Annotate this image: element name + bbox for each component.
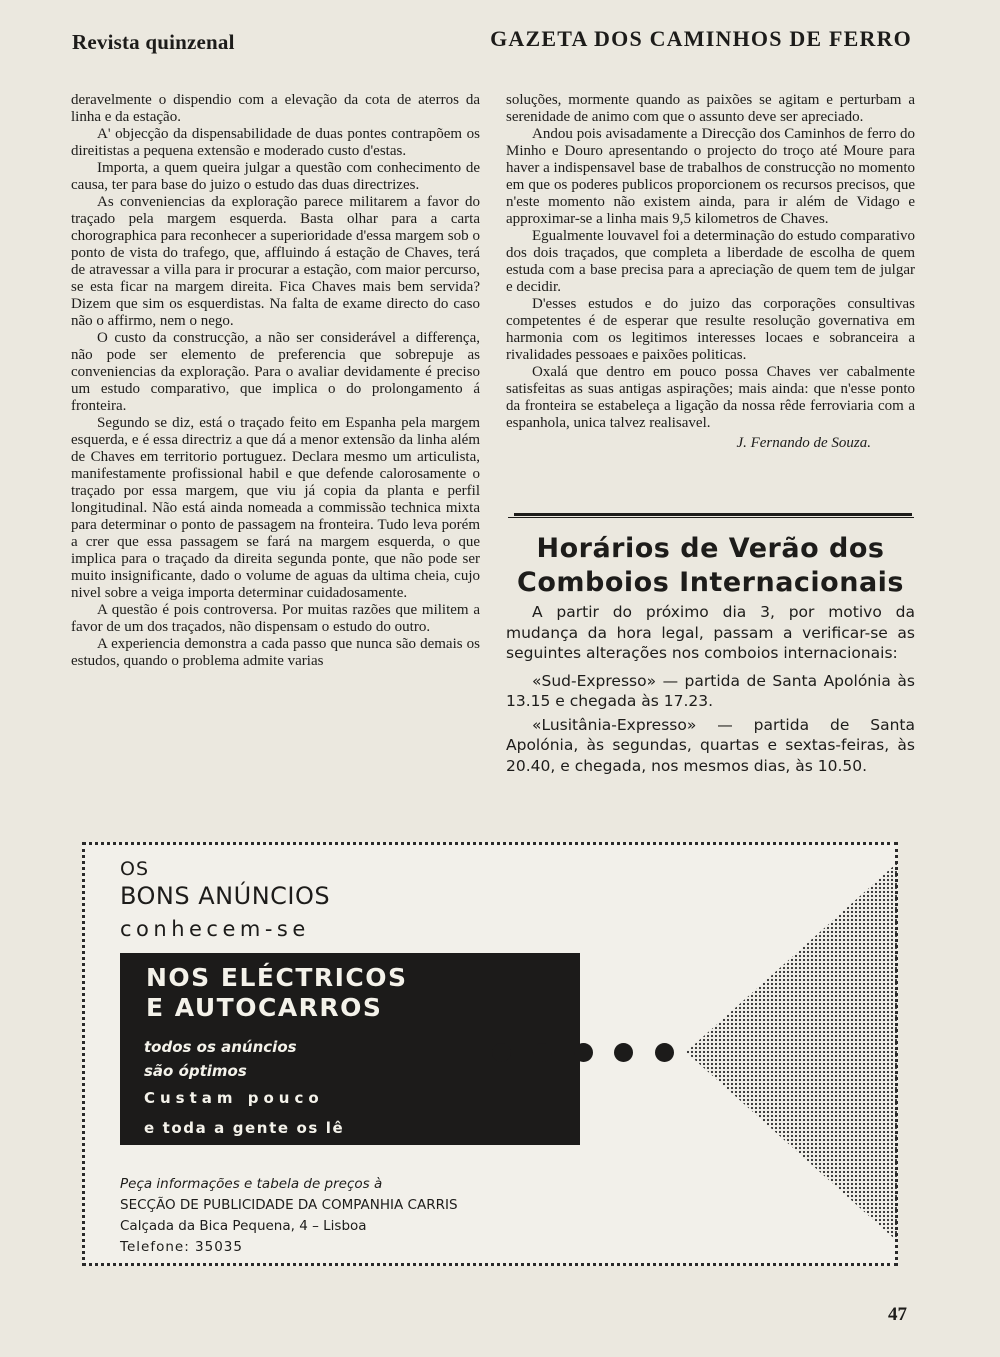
notice-title-line2: Comboios Internacionais	[517, 567, 904, 598]
dot-icon	[574, 1043, 593, 1062]
ad-contact-info	[120, 1174, 458, 1258]
page-number: 47	[888, 1304, 907, 1325]
notice-intro: A partir do próximo dia 3, por motivo da mudança da hora legal, passam a verificar-se as seguintes alterações nos comboios internacionais:	[506, 603, 915, 662]
ad-os-text: OS	[120, 858, 150, 880]
paragraph: As conveniencias da exploração parece militarem a favor do traçado pela margem esquerda. Basta olhar para a carta chorographica para reconhecer a superioridade d'essa margem sob o ponto de vista do trafego, que, affluindo á estação de Chaves, terá de atravessar a villa para ir procurar a estação, com maior percurso, se esta ficar na margem direita. Fica Chaves mais bem servida? Dizem que sim os esquerdistas. Na falta de exame directo do caso não o affirmo, nem o nego.	[71, 194, 480, 329]
ad-panel-tagline-line2: são óptimos	[144, 1062, 247, 1080]
notice-item-lusitania-expresso: «Lusitânia-Expresso» — partida de Santa Apolónia, às segundas, quartas e sextas-feiras, às 20.40, e chegada, nos mesmos dias, às 10.50.	[506, 715, 915, 775]
notice-title	[506, 532, 915, 600]
ad-panel-title-line1: NOS ELÉCTRICOS	[146, 963, 408, 992]
paragraph: deravelmente o dispendio com a elevação da cota de aterros da linha e da estação.	[71, 92, 480, 125]
dot-icon	[614, 1043, 633, 1062]
ad-panel-reach: e toda a gente os lê	[144, 1119, 345, 1137]
dot-icon	[492, 1043, 511, 1062]
ad-info-company: SECÇÃO DE PUBLICIDADE DA COMPANHIA CARRIS	[120, 1197, 458, 1213]
ad-panel-cost: Custam pouco	[144, 1089, 324, 1107]
paragraph: A' objecção da dispensabilidade de duas pontes contrapõem os direitistas a pequena extensão e moderado custo d'estas.	[71, 126, 480, 159]
paragraph: Segundo se diz, está o traçado feito em Espanha pela margem esquerda, e é essa directriz a que dá a menor extensão da linha além de Chaves em territorio portuguez. Declara mesmo um articulista, manifestamente profissional habil e que defende calorosamente o traçado por essa margem, que viu já copia da planta e perfil longitudinal. Não está ainda nomeada a commissão technica mixta para determinar o ponto de passagem na fronteira. Tudo leva porém a crer que essa passagem se fará na margem esquerda, o que implica para o traçado da direita segunda ponte, que não pode ser muito insignificante, dado o volume de aguas da ultima cheia, cujo nivel sobre a veiga importa determinar cuidadosamente.	[71, 415, 480, 601]
paragraph: Egualmente louvavel foi a determinação do estudo comparativo dos dois traçados, que completa a liberdade de escolha de quem estuda com a base precisa para a apreciação de quem tem de julgar e decidir.	[506, 228, 915, 295]
section-divider-thin	[508, 517, 914, 518]
journal-title: GAZETA DOS CAMINHOS DE FERRO	[490, 26, 912, 51]
ad-info-line: Peça informações e tabela de preços à	[120, 1176, 383, 1192]
paragraph: O custo da construcção, a não ser considerável a differença, não pode ser elemento de preferencia que sobrepuje as conveniencias da exploração. Para o avaliar devidamente é preciso um estudo comparativo, que implica o do prolongamento á fronteira.	[71, 330, 480, 414]
section-divider	[514, 513, 912, 516]
ad-panel-title	[146, 963, 408, 1023]
paragraph: Oxalá que dentro em pouco possa Chaves ver cabalmente satisfeitas as suas antigas aspirações; mais ainda: que n'esse ponto da fronteira se estabeleça a ligação da nossa rêde ferroviaria com a espanhola, unica talvez realisavel.	[506, 364, 915, 431]
paragraph: A questão é pois controversa. Por muitas razões que militem a favor de um dos traçados, não dispensam o estudo do outro.	[71, 602, 480, 635]
article-column-left	[71, 92, 480, 670]
article-column-right	[506, 92, 915, 452]
journal-subtitle: Revista quinzenal	[72, 30, 235, 54]
paragraph: D'esses estudos e do juizo das corporações consultivas competentes é de esperar que resulte resolução governativa em harmonia com os legitimos interesses locaes e sobranceira a rivalidades pessoaes e paixões politicas.	[506, 296, 915, 363]
ad-panel-title-line2: E AUTOCARROS	[146, 993, 383, 1022]
ad-info-phone: Telefone: 35035	[120, 1239, 243, 1255]
ad-info-address: Calçada da Bica Pequena, 4 – Lisboa	[120, 1218, 367, 1234]
notice-body	[506, 602, 915, 779]
dot-icon	[533, 1043, 552, 1062]
ad-panel-tagline	[144, 1035, 297, 1083]
ad-dots-row	[492, 1043, 682, 1063]
author-signature: J. Fernando de Souza.	[736, 435, 871, 451]
ad-subheadline: conhecem-se	[120, 917, 310, 941]
ad-headline: BONS ANÚNCIOS	[120, 882, 331, 910]
paragraph: A experiencia demonstra a cada passo que nunca são demais os estudos, quando o problema admite varias	[71, 636, 480, 669]
paragraph: Andou pois avisadamente a Direcção dos Caminhos de ferro do Minho e Douro apresentando o projecto do troço até Moure para haver a indispensavel base de trabalhos de construcção no momento em que os poderes publicos proporcionem os recursos precisos, que n'este momento não existem ainda, para ir além de Vidago e approximar-se a linha mais 9,5 kilometros de Chaves.	[506, 126, 915, 227]
ad-panel-tagline-line1: todos os anúncios	[144, 1038, 297, 1056]
notice-title-line1: Horários de Verão dos	[536, 533, 885, 564]
paragraph: soluções, mormente quando as paixões se agitam e perturbam a serenidade de animo com que o assunto deve ser apreciado.	[506, 92, 915, 125]
notice-item-sud-expresso: «Sud-Expresso» — partida de Santa Apolónia às 13.15 e chegada às 17.23.	[506, 671, 915, 710]
paragraph: Importa, a quem queira julgar a questão com conhecimento de causa, ter para base do juizo o estudo das duas directrizes.	[71, 160, 480, 193]
dot-icon	[655, 1043, 674, 1062]
